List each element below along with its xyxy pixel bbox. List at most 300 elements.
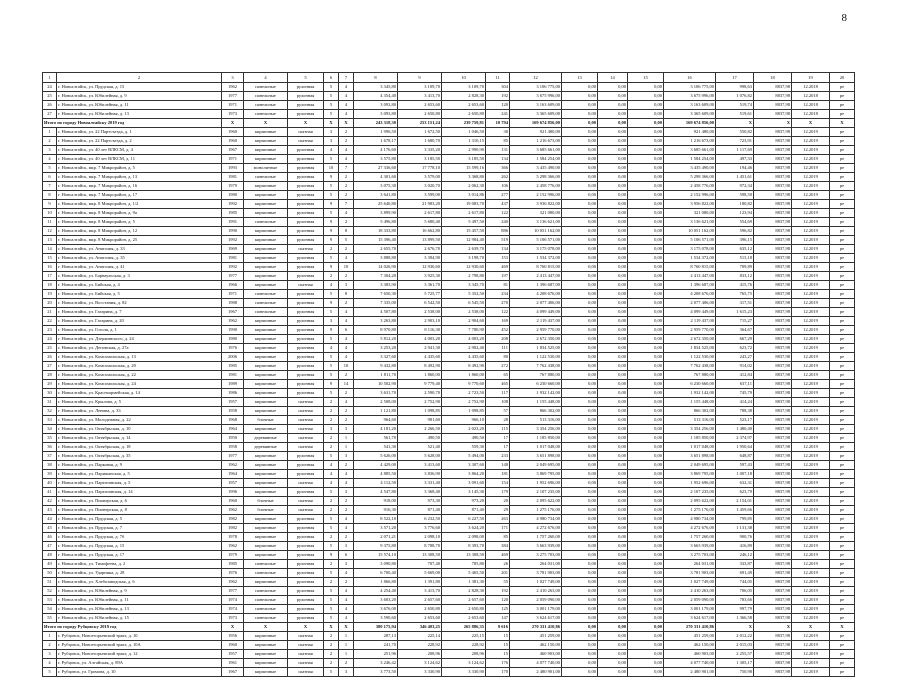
table-cell: 1 950,64 [716,443,754,452]
table-cell: 2 902,40 [442,344,486,353]
table-cell: 9 [324,200,339,209]
table-cell: 0,00 [598,335,628,344]
table-cell: г. Новоалтайск, ул. Юбилейная, д. 13 [57,605,222,614]
table-cell: 1 672,50 [398,128,442,137]
table-cell: 3 675 996,00 [510,92,562,101]
table-cell: 1 834 525,00 [664,344,716,353]
table-row [43,569,855,578]
table-cell: 8837,98 [754,209,792,218]
table-cell: 0,00 [562,416,598,425]
table-cell: 2 [339,389,354,398]
table-cell: 22 [43,317,57,326]
table-cell: 1 122 530,00 [510,353,562,362]
table-cell: 3 185,50 [398,155,442,164]
table-cell: 3 175 078,00 [510,245,562,254]
table-cell: 5 106 571,00 [510,236,562,245]
table-cell: 12.2019 [792,407,830,416]
table-cell: 7 [339,164,354,173]
table-cell: 0,00 [598,497,628,506]
table-cell: 2 538,00 [398,308,442,317]
table-row [43,533,855,542]
table-row [43,308,855,317]
table-row [43,542,855,551]
table-cell: 2 990,90 [442,146,486,155]
table-cell: 3 345,80 [354,83,398,92]
table-cell: 12.2019 [792,362,830,371]
table-cell: 0,00 [562,281,598,290]
table-cell: 0,00 [562,173,598,182]
table-cell: 7 304,20 [354,272,398,281]
table-cell: 4 547,80 [354,488,398,497]
table-cell: 416,89 [716,542,754,551]
table-cell: скатная [288,650,324,659]
table-cell: 0,00 [628,668,664,677]
table-cell: 2 413 447,00 [664,272,716,281]
table-cell: 4 [324,470,339,479]
table-cell: рулонная [288,614,324,623]
table-cell: 0,00 [628,605,664,614]
table-cell: 0,00 [598,317,628,326]
table-row [43,461,855,470]
table-cell: 1996 [222,488,244,497]
table-cell: 1993 [222,164,244,173]
table-row [43,380,855,389]
table-cell: 131 [486,146,510,155]
table-cell: 2 071,21 [354,533,398,542]
table-cell: 8837,98 [754,524,792,533]
table-cell: 4 077 740,00 [664,659,716,668]
table-cell: 3 685 661,00 [510,146,562,155]
table-cell: 4 [339,83,354,92]
table-cell: рулонная [288,371,324,380]
table-cell: 964,60 [354,416,398,425]
table-cell: 3 836,90 [398,470,442,479]
table-cell: 15 396,40 [354,236,398,245]
table-cell: 0,00 [628,551,664,560]
table-cell: 228,92 [442,641,486,650]
table-cell: 20 [486,497,510,506]
table-cell: 460 903,00 [664,650,716,659]
table-cell: 3 869 795,00 [664,470,716,479]
table-cell: 2 [339,371,354,380]
table-cell: 2 538,00 [442,308,486,317]
table-cell: 513 316,00 [664,416,716,425]
table-cell: 9 779,40 [398,380,442,389]
table-cell: 2 413 447,00 [510,272,562,281]
table-cell: 12.2019 [792,299,830,308]
table-cell: 4 [339,479,354,488]
table-cell: кирпичные [244,479,288,488]
table-cell: 0,00 [598,209,628,218]
table-cell: 1 459,66 [716,506,754,515]
table-cell: кирпичные [244,353,288,362]
table-cell: рулонная [288,101,324,110]
table-cell: 55 [486,578,510,587]
table-cell: 12.2018 [792,110,830,119]
table-cell: 0,00 [562,461,598,470]
table-cell: 1960 [222,128,244,137]
table-cell: 5 [324,587,339,596]
table-cell: 3 663 939,00 [664,542,716,551]
table-cell: 1960 [222,497,244,506]
table-cell: 0,00 [598,560,628,569]
table-cell: 0,00 [628,164,664,173]
table-cell: 3 776,60 [398,524,442,533]
table-cell: панельные [244,299,288,308]
table-row [43,398,855,407]
column-number: 8 [354,73,398,83]
table-cell: 5 [43,164,57,173]
table-cell: рулонная [288,353,324,362]
table-cell: 5 352,50 [442,290,486,299]
table-cell: 8 492,90 [398,362,442,371]
table-cell: 4 [339,596,354,605]
table-cell: 10 [339,362,354,371]
table-cell: 3 014,86 [442,191,486,200]
table-cell: 0,00 [562,551,598,560]
table-cell: 3 663 939,00 [510,542,562,551]
table-cell: г. Новоалтайск, ул. Анатолия, д. 35 [57,254,222,263]
table-cell: 4 354,40 [354,92,398,101]
table-cell: рулонная [288,335,324,344]
table-cell: 2 672 350,00 [510,335,562,344]
table-cell: 5 680,40 [398,218,442,227]
table-cell: рулонная [288,83,324,92]
table-cell: 1973 [222,110,244,119]
table-cell: ре [830,290,855,299]
table-cell: X [754,119,792,128]
table-cell: 41 [43,488,57,497]
table-cell: 5 [324,254,339,263]
table-cell: 0,00 [628,659,664,668]
table-cell: 3 624 617,00 [510,614,562,623]
table-cell: 4 [339,155,354,164]
table-cell: 8 116,30 [398,326,442,335]
table-cell: 1973 [222,614,244,623]
table-cell: 8837,98 [754,371,792,380]
table-cell: X [830,623,855,632]
table-cell: 8837,98 [754,110,792,119]
table-cell: кирпичные [244,272,288,281]
table-cell: 3 624,20 [442,524,486,533]
table-cell: 0,00 [598,398,628,407]
table-cell: 0,00 [562,335,598,344]
table-cell: 2 023,20 [442,425,486,434]
table-cell: 1969 [222,245,244,254]
table-cell: 8837,98 [754,506,792,515]
table-cell: 10 [324,164,339,173]
table-cell: 12.2019 [792,245,830,254]
table-cell: 1958 [222,443,244,452]
table-cell: 8837,98 [754,263,792,272]
table-row [43,236,855,245]
table-cell: ре [830,263,855,272]
table-cell: 12.2019 [792,218,830,227]
table-cell: X [288,119,324,128]
table-cell: 0,00 [562,308,598,317]
table-cell: 0,00 [562,245,598,254]
table-cell: 2 107 235,00 [664,488,716,497]
table-cell: 1981 [222,254,244,263]
table-cell: ре [830,443,855,452]
table-cell: 154 [486,479,510,488]
table-cell: 0,00 [598,254,628,263]
table-cell: г. Новоалтайск, ул. Юбилейная, д. 13 [57,110,222,119]
table-cell: ре [830,281,855,290]
table-cell: ре [830,335,855,344]
table-cell: 598,50 [716,191,754,200]
table-cell: 513,18 [716,254,754,263]
table-cell: 2 [339,218,354,227]
table-cell: 4 885,50 [354,470,398,479]
table-cell: 0,00 [628,488,664,497]
table-cell: 3 936 822,00 [510,200,562,209]
table-cell: 0,00 [598,245,628,254]
table-cell: г. Новоалтайск, ул. 22 Партсъезда, д. 1 [57,128,222,137]
table-cell: 12.2019 [792,128,830,137]
table-cell: 180,82 [716,200,754,209]
table-cell: 3 394,90 [398,254,442,263]
table-cell: 886 [486,227,510,236]
table-cell: 12.2019 [792,506,830,515]
table-cell: 0,00 [598,425,628,434]
table-cell: 2 657,60 [442,596,486,605]
table-cell: рулонная [288,290,324,299]
table-cell: г. Новоалтайск, ул. Комсомольская, д. 24 [57,380,222,389]
table-cell: 1981 [222,173,244,182]
table-cell: 3 624 617,00 [664,614,716,623]
table-cell: 0,00 [598,641,628,650]
table-cell: скатная [288,668,324,677]
table-cell: 19 083,70 [442,200,486,209]
table-cell: 8837,98 [754,650,792,659]
table-cell: панельные [244,569,288,578]
table-cell: 3 575,80 [354,155,398,164]
table-cell: 0,00 [598,416,628,425]
table-cell: 12.2019 [792,605,830,614]
table-cell: 14 [339,380,354,389]
table-cell: 3 781 903,00 [664,569,716,578]
table-cell: 15 574,10 [354,551,398,560]
table-cell: 317,51 [716,299,754,308]
table-cell: 8837,98 [754,254,792,263]
table-row [43,191,855,200]
table-cell: ре [830,569,855,578]
table-cell: г. Новоалтайск, ул. Октябрьская, д. 14 [57,434,222,443]
table-cell: 15 [486,641,510,650]
table-cell: 0,00 [628,200,664,209]
table-cell: 0,00 [598,128,628,137]
table-cell: 241,70 [354,641,398,650]
table-cell: 0,00 [628,479,664,488]
table-cell: 9 [324,551,339,560]
table-cell: 270 [486,299,510,308]
table-cell: 5 [324,596,339,605]
table-cell: 55 [43,614,57,623]
table-cell: 1990 [222,227,244,236]
table-cell: 8837,98 [754,245,792,254]
table-cell: 5 [324,83,339,92]
table-cell: г. Рубцовск, Новоегорьевский тракт, д. 12 [57,650,222,659]
table-cell: 3 275 703,00 [664,551,716,560]
column-number: 19 [792,73,830,83]
table-cell: рулонная [288,173,324,182]
table-cell: 13 899,50 [398,236,442,245]
table-cell: 45 [43,524,57,533]
table-cell: 12.2019 [792,632,830,641]
table-cell: 2 [324,659,339,668]
table-cell: 0,00 [628,344,664,353]
table-cell: 0,00 [562,263,598,272]
table-cell: 1 [339,443,354,452]
table-cell: кирпичные [244,389,288,398]
table-cell: 0,00 [562,578,598,587]
table-cell: кирпичные [244,515,288,524]
table-cell: 0,00 [598,371,628,380]
table-cell: ре [830,317,855,326]
table-cell: 4 [43,659,57,668]
table-row [43,551,855,560]
table-cell: 8837,98 [754,425,792,434]
table-cell: ре [830,344,855,353]
table-cell: 1 131,38 [716,524,754,533]
table-cell: 5 [324,308,339,317]
subtotal-label: Итого по городу Рубцовску 2019 год [43,623,222,632]
table-cell: 9 375,80 [354,542,398,551]
table-cell: 8837,98 [754,587,792,596]
table-cell: кирпичные [244,488,288,497]
table-row [43,578,855,587]
table-cell: 208 [486,335,510,344]
table-cell: 9 432,80 [354,362,398,371]
table-cell: 0,00 [562,533,598,542]
table-cell: г. Новоалтайск, ул. Восстания, д. 82 [57,299,222,308]
table-cell: ре [830,632,855,641]
table-cell: 0,00 [598,443,628,452]
table-cell: 1 584 254,00 [664,155,716,164]
table-cell: 2 653,60 [442,101,486,110]
table-cell: 194,46 [716,164,754,173]
table-cell: 5 [324,335,339,344]
table-cell: 3 163 609,00 [510,101,562,110]
table-cell: ре [830,650,855,659]
table-cell: ре [830,209,855,218]
table-cell: 0,00 [562,524,598,533]
table-cell: 123,94 [716,209,754,218]
table-cell: 0,00 [628,569,664,578]
table-cell: 43 [43,506,57,515]
table-cell: 8837,98 [754,605,792,614]
subtotal-row [43,623,855,632]
table-row [43,425,855,434]
table-row [43,362,855,371]
table-cell: 1992 [222,236,244,245]
table-cell: рулонная [288,317,324,326]
table-cell: 554,69 [716,218,754,227]
table-cell: 1 122 530,00 [664,353,716,362]
column-number: 18 [754,73,792,83]
table-cell: 0,00 [598,299,628,308]
table-cell: г. Новоалтайск, ул. Гагарина, д. 20 [57,317,222,326]
table-row [43,605,855,614]
table-cell: г. Новоалтайск, ул. Октябрьская, д. 18 [57,443,222,452]
table-cell: 2 508,00 [354,398,398,407]
table-cell: 2 941,30 [398,344,442,353]
table-cell: 12.2019 [792,587,830,596]
table-cell: 270 331 410,86 [664,623,716,632]
table-cell: 452 [486,326,510,335]
table-cell: 0,00 [562,506,598,515]
table-cell: 12.2019 [792,668,830,677]
table-cell: 1962 [222,506,244,515]
table-cell: 1 952 696,00 [510,479,562,488]
table-cell: 37 [43,452,57,461]
table-cell: 1 017 048,00 [510,443,562,452]
table-cell: 5 [324,371,339,380]
table-cell: 1 098,85 [442,407,486,416]
table-cell: 2 152 996,00 [510,191,562,200]
column-number: 14 [598,73,628,83]
table-cell: 0,00 [628,263,664,272]
column-number: 3 [222,73,244,83]
table-cell: 3 345,70 [442,281,486,290]
table-cell: 0,00 [598,452,628,461]
table-row [43,614,855,623]
table-cell: г. Новоалтайск, ул. Анатолия, д. 41 [57,263,222,272]
table-cell: 1 117,69 [716,146,754,155]
table-cell: рулонная [288,209,324,218]
table-cell: 2 [324,272,339,281]
page-number: 8 [841,12,847,24]
table-cell: 4 [339,353,354,362]
table-cell: 2 [324,641,339,650]
table-cell: 0,00 [562,218,598,227]
table-cell: рулонная [288,155,324,164]
table-cell: 42 [43,497,57,506]
table-cell: рулонная [288,236,324,245]
table-cell: ре [830,371,855,380]
table-cell: кирпичные [244,326,288,335]
table-cell: X [792,119,830,128]
table-cell: 5 [324,452,339,461]
table-cell: 12.2019 [792,479,830,488]
table-cell: 21 [43,308,57,317]
table-cell: 13 [43,236,57,245]
table-row [43,155,855,164]
table-cell: 12.2019 [792,290,830,299]
table-cell: 53 [43,596,57,605]
table-cell: 8837,98 [754,380,792,389]
table-cell: 3 368,80 [442,173,486,182]
table-cell: панельные [244,587,288,596]
table-cell: 0,00 [628,182,664,191]
table-cell: ре [830,452,855,461]
table-cell: 3 354 256,00 [510,425,562,434]
table-cell: 0,00 [562,227,598,236]
table-cell: г. Новоалтайск, ул. Молодежная, д. 22 [57,416,222,425]
table-cell: 253 151,24 [398,119,442,128]
table-cell: 0,00 [562,299,598,308]
table-cell: 181 [486,470,510,479]
table-cell: г. Новоалтайск, ул. Ударника, д. 28 [57,569,222,578]
table-cell: г. Новоалтайск, ул. 40 лет ВЛКСМ, д. 4 [57,146,222,155]
table-cell: 176 [486,659,510,668]
table-cell: 1 757 260,00 [510,533,562,542]
table-cell: 2 653,60 [398,614,442,623]
table-cell: 0,00 [562,542,598,551]
table-cell: 0,00 [628,650,664,659]
table-cell: 0,00 [562,209,598,218]
